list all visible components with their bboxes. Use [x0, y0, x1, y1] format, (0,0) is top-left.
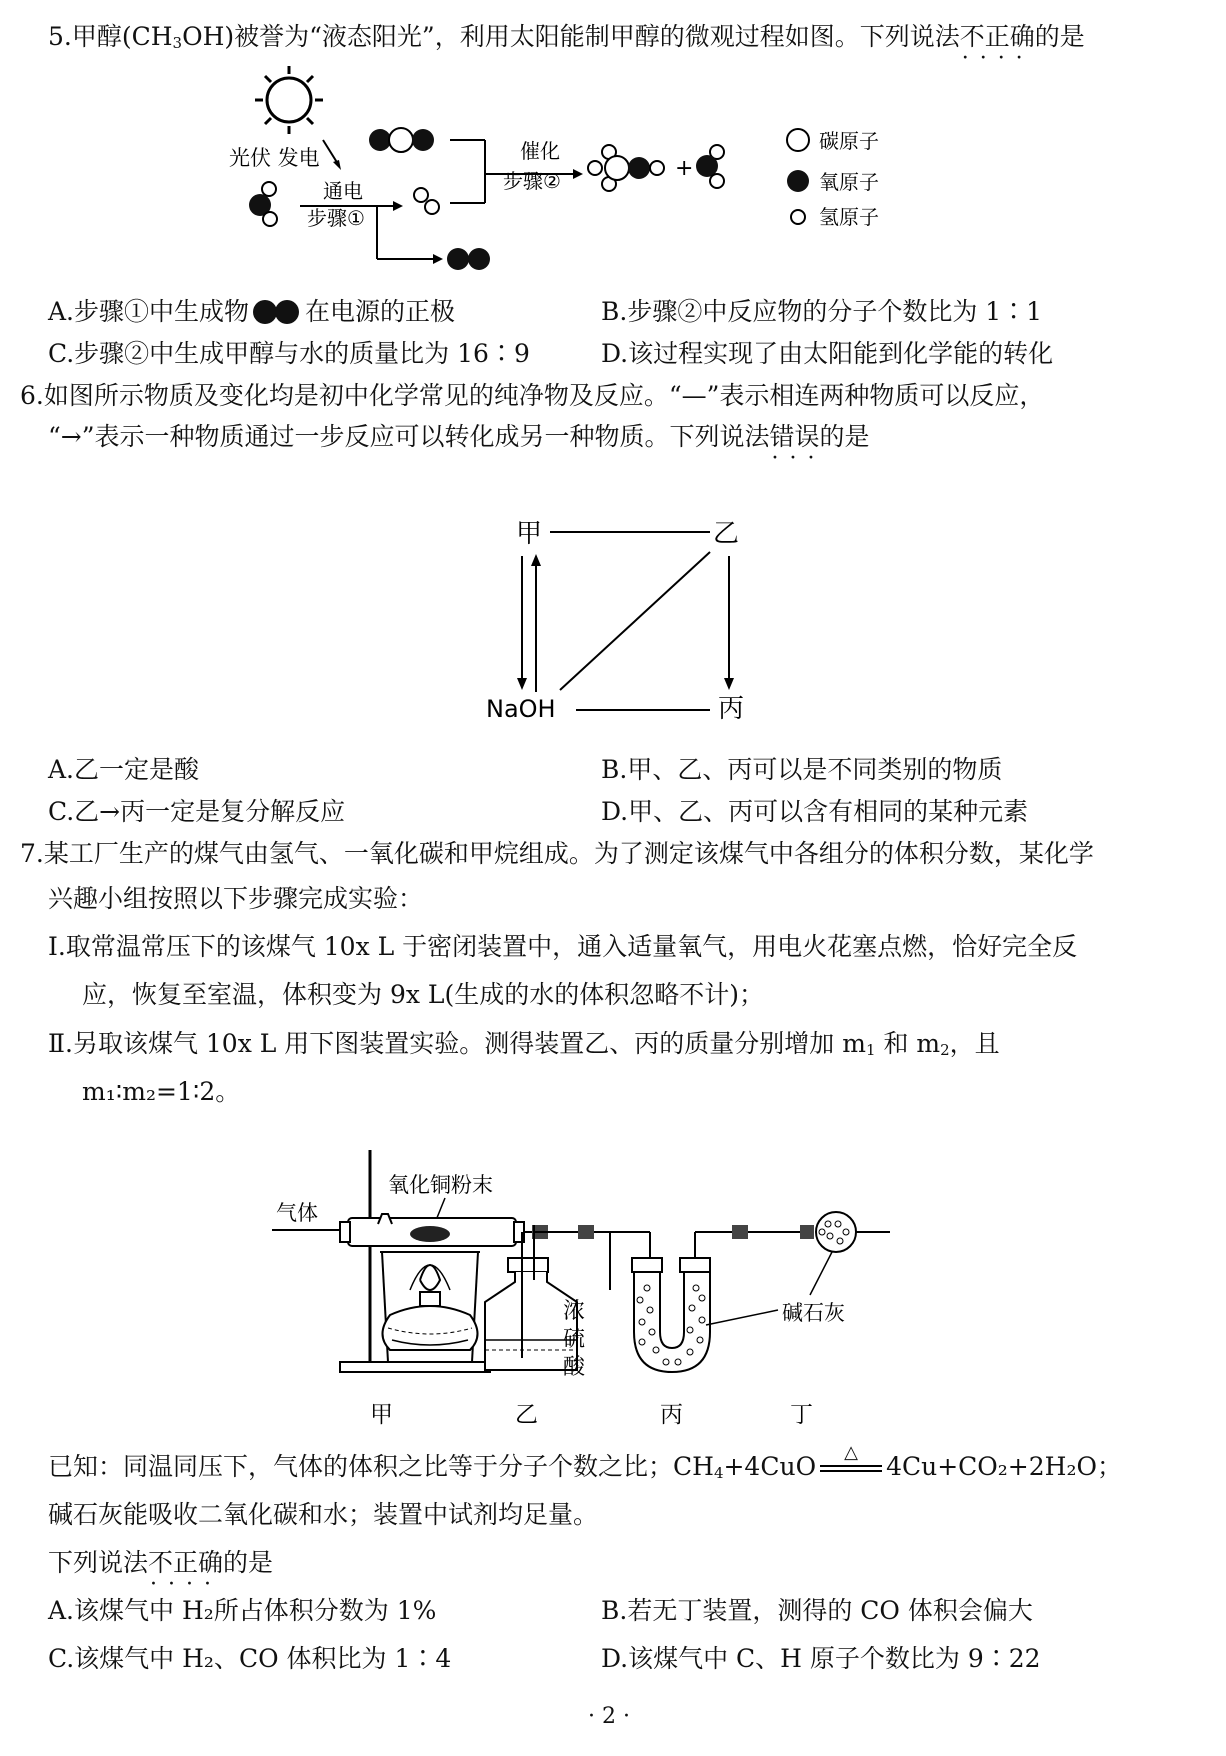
q7-step2-line2: m₁∶m₂=1∶2。	[82, 1077, 241, 1106]
q6-diagram	[470, 510, 770, 735]
q7-option-d: D.该煤气中 C、H 原子个数比为 9∶22	[601, 1644, 1041, 1673]
label-jia: 甲	[370, 1402, 393, 1428]
q7-known-line1: 已知：同温同压下，气体的体积之比等于分子个数之比；$CH_4+4CuO$ △ 4Cu+CO₂+2H₂O；	[48, 1450, 1122, 1490]
sun-icon	[255, 66, 323, 134]
cuo-label: 氧化铜粉末	[388, 1173, 493, 1197]
water-product-icon	[696, 145, 724, 188]
hydrogen-molecule-icon	[414, 188, 439, 214]
step2-top-label: 催化	[520, 139, 560, 163]
q6-option-c: C.乙→丙一定是复分解反应	[48, 797, 346, 826]
label-yi: 乙	[515, 1402, 538, 1428]
node-yi: 乙	[713, 519, 740, 549]
methanol-molecule-icon	[588, 145, 664, 191]
q7-stem-line2: 兴趣小组按照以下步骤完成实验：	[48, 884, 424, 913]
node-jia: 甲	[516, 519, 543, 549]
label-bing: 丙	[660, 1402, 683, 1428]
gas-label: 气体	[276, 1201, 318, 1225]
q7-known-line2: 碱石灰能吸收二氧化碳和水；装置中试剂均足量。	[48, 1500, 599, 1529]
node-bing: 丙	[718, 694, 745, 724]
legend-oxygen: 氧原子	[819, 170, 879, 194]
q6-option-b: B.甲、乙、丙可以是不同类别的物质	[601, 755, 1003, 784]
pv-label: 光伏 发电	[229, 146, 320, 170]
apparatus-ding	[790, 1212, 890, 1252]
q5-stem: 5.甲醇$(CH_3OH)$被誉为“液态阳光”，利用太阳能制甲醇的微观过程如图。下列说法不正确 · ·的是	[48, 20, 1085, 60]
legend-carbon: 碳原子	[819, 129, 879, 153]
acid-label-1: 浓	[563, 1299, 586, 1324]
plus-sign: +	[675, 156, 694, 181]
q6-option-d: D.甲、乙、丙可以含有相同的某种元素	[601, 797, 1029, 826]
q5-option-a: A.步骤①中生成物 在电源的正极	[48, 297, 456, 326]
carbon-dioxide-molecule-icon	[369, 128, 434, 152]
q7-option-b: B.若无丁装置，测得的 CO 体积会偏大	[601, 1596, 1033, 1625]
q7-step1-line1: Ⅰ.取常温常压下的该煤气 10x L 于密闭装置中，通入适量氧气，用电火花塞点燃，恰好完全反	[48, 932, 1078, 961]
q7-stem-line1: 7.某工厂生产的煤气由氢气、一氧化碳和甲烷组成。为了测定该煤气中各组分的体积分数，某化学	[20, 839, 1094, 868]
q5-option-c: C.步骤②中生成甲醇与水的质量比为 16∶9	[48, 339, 530, 368]
node-naoh: NaOH	[486, 695, 556, 723]
q7-apparatus-diagram	[270, 1140, 990, 1430]
apparatus-bing	[632, 1258, 710, 1372]
heat-symbol: △	[844, 1442, 858, 1463]
q6-stem-line1: 6.如图所示物质及变化均是初中化学常见的纯净物及反应。“—”表示相连两种物质可以反应，	[20, 381, 1045, 410]
q6-option-a: A.乙一定是酸	[48, 755, 200, 784]
q6-emphasis: 错误 · · ·	[770, 420, 820, 454]
q5-option-d: D.该过程实现了由太阳能到化学能的转化	[601, 339, 1054, 368]
step1-top-label: 通电	[323, 179, 363, 203]
q5-diagram	[225, 62, 925, 282]
q7-option-c: C.该煤气中 H₂、CO 体积比为 1∶4	[48, 1644, 452, 1673]
q7-emphasis: 不正确 · ·	[148, 1546, 223, 1580]
q5-emphasis: 不正确 · ·	[960, 20, 1035, 54]
acid-label-2: 硫	[563, 1327, 586, 1352]
water-molecule-icon	[249, 182, 277, 226]
q7-step1-line2: 应，恢复至室温，体积变为 9x L(生成的水的体积忽略不计)；	[82, 980, 765, 1009]
legend-hydrogen: 氢原子	[819, 205, 879, 229]
step1-bottom-label: 步骤①	[307, 206, 365, 230]
oxygen-molecule-icon	[447, 248, 490, 270]
q7-step2-line1: Ⅱ.另取该煤气 10x L 用下图装置实验。测得装置乙、丙的质量分别增加 $m_1$ 和 $m_2$，且	[48, 1029, 1000, 1059]
q5-option-b: B.步骤②中反应物的分子个数比为 1∶1	[601, 297, 1043, 326]
legend	[787, 129, 879, 229]
label-ding: 丁	[790, 1402, 813, 1428]
acid-label-3: 酸	[563, 1355, 586, 1380]
q6-stem-line2: “→”表示一种物质通过一步反应可以转化成另一种物质。下列说法错误 · · ·的是	[48, 420, 870, 454]
q7-option-a: A.该煤气中 H₂所占体积分数为 1%	[48, 1596, 437, 1625]
lime-label: 碱石灰	[782, 1301, 845, 1325]
step2-bottom-label: 步骤②	[503, 169, 561, 193]
page-number: · 2 ·	[588, 1704, 630, 1729]
q7-ask: 下列说法不正确 · ·的是	[48, 1546, 273, 1580]
oxygen-molecule-inline-icon	[249, 299, 305, 325]
